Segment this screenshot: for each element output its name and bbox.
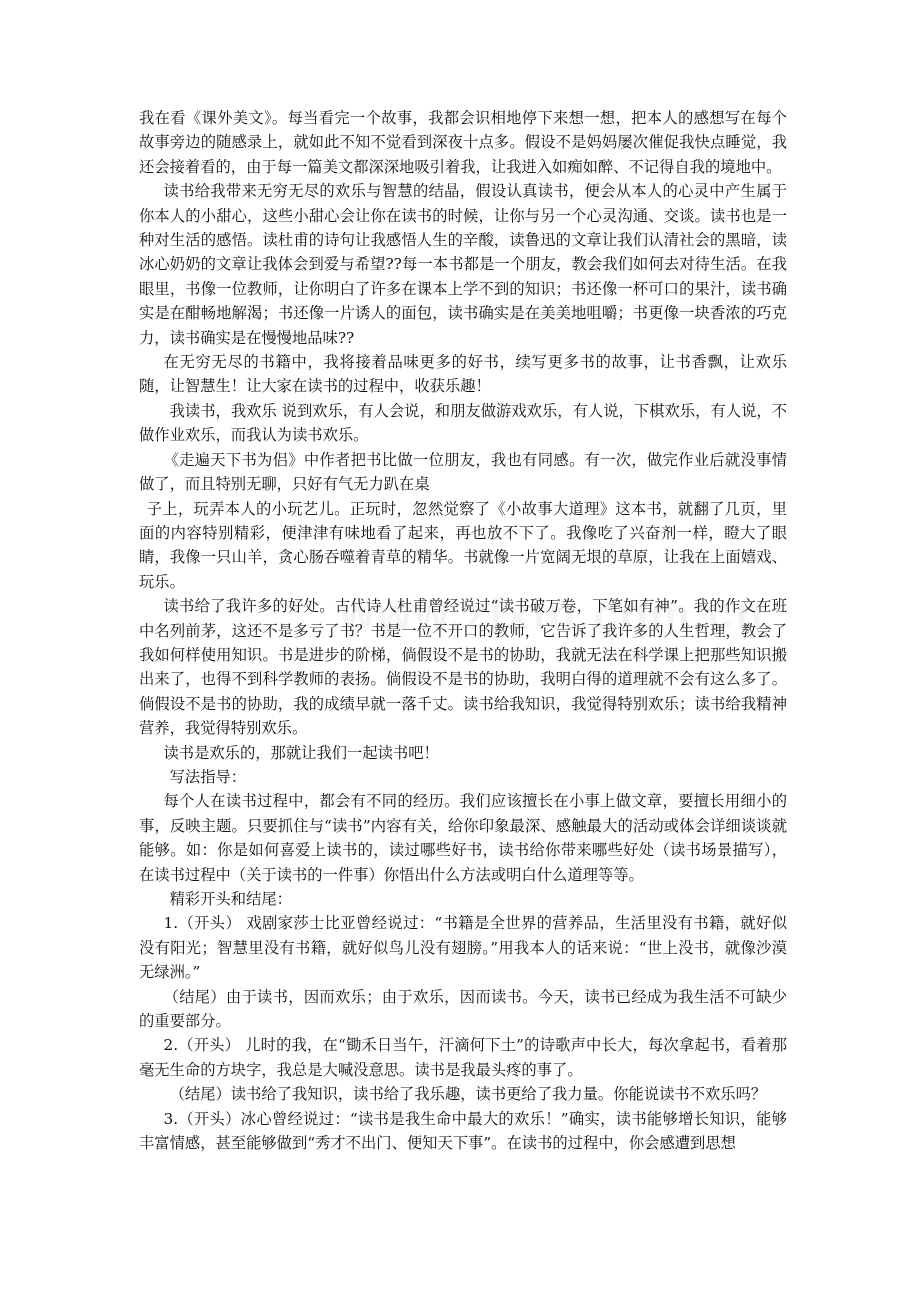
paragraph-endless-books: 在无穷无尽的书籍中，我将接着品味更多的好书，续写更多书的故事，让书香飘，让欢乐随，让智慧生！让大家在读书的过程中，收获乐趣！ xyxy=(139,353,787,396)
paragraph-writing-guidance: 每个人在读书过程中，都会有不同的经历。我们应该擅长在小事上做文章，要擅长用细小的事，反映主题。只要抓住与“读书”内容有关，给你印象最深、感触最大的活动或体会详细谈谈就能够。如：你是如何喜爱上读书的，读过哪些好书，读书给你带来哪些好处（读书场景描写），在读书过程中（关于读书的一件事）你悟出什么方法或明白什么道理等等。 xyxy=(139,792,787,884)
paragraph-reading-benefits: 读书给了我许多的好处。古代诗人杜甫曾经说过“读书破万卷，下笔如有神”。我的作文在班中名列前茅，这还不是多亏了书？书是一位不开口的教师，它告诉了我许多的人生哲理，教会了我如何样使用知识。书是进步的阶梯，倘假设不是书的协助，我就无法在科学课上把那些知识搬出来了，也得不到科学教师的表扬。倘假设不是书的协助，我明白得的道理就不会有这么多了。倘假设不是书的协助，我的成绩早就一落千丈。读书给我知识，我觉得特别欢乐；读书给我精神营养，我觉得特别欢乐。 xyxy=(139,597,787,738)
paragraph-playing-on-desk: 子上，玩弄本人的小玩艺儿。正玩时，忽然觉察了《小故事大道理》这本书，就翻了几页，里面的内容特别精彩，便津津有味地看了起来，再也放不下了。我像吃了兴奋剂一样，瞪大了眼睛，我像一只山羊，贪心肠吞噬着青草的精华。书就像一片宽阔无垠的草原，让我在上面嬉戏、玩乐。 xyxy=(139,499,787,591)
paragraph-opening-3: 3.（开头）冰心曾经说过：“读书是我生命中最大的欢乐！”确实，读书能够增长知识，能够丰富情感，甚至能够做到“秀才不出门、便知天下事”。在读书的过程中，你会感遭到思想 xyxy=(139,1109,787,1153)
paragraph-lets-read-together: 读书是欢乐的，那就让我们一起读书吧！ xyxy=(163,743,439,762)
paragraph-reading-beautiful-essays: 我在看《课外美文》。每当看完一个故事，我都会识相地停下来想一想，把本人的感想写在每个故事旁边的随感录上，就如此不知不觉看到深夜十点多。假设不是妈妈屡次催促我快点睡觉，我还会接着看的，由于每一篇美文都深深地吸引着我，让我进入如痴如醉、不记得自我的境地中。 xyxy=(139,109,787,176)
heading-writing-guidance: 写法指导： xyxy=(169,767,247,786)
paragraph-i-read-i-am-happy: 我读书，我欢乐 说到欢乐，有人会说，和朋友做游戏欢乐，有人说，下棋欢乐，有人说，不做作业欢乐，而我认为读书欢乐。 xyxy=(139,401,787,445)
paragraph-book-as-friend: 《走遍天下书为侣》中作者把书比做一位朋友，我也有同感。有一次，做完作业后就没事情做了，而且特别无聊，只好有气无力趴在桌 xyxy=(139,450,787,494)
paragraph-ending-1: （结尾）由于读书，因而欢乐；由于欢乐，因而读书。今天，读书已经成为我生活不可缺少的重要部分。 xyxy=(139,987,787,1031)
paragraph-reading-brings-joy: 读书给我带来无穷无尽的欢乐与智慧的结晶，假设认真读书，便会从本人的心灵中产生属于你本人的小甜心，这些小甜心会让你在读书的时候，让你与另一个心灵沟通、交谈。读书也是一种对生活的感悟。读杜甫的诗句让我感悟人生的辛酸，读鲁迅的文章让我们认清社会的黑暗，读冰心奶奶的文章让我体会到爱与希望??每一本书都是一个朋友，教会我们如何去对待生活。在我眼里，书像一位教师，让你明白了许多在课本上学不到的知识；书还像一杯可口的果汁，读书确实是在酣畅地解渴；书还像一片诱人的面包，读书确实是在美美地咀嚼；书更像一块香浓的巧克力，读书确实是在慢慢地品味?? xyxy=(139,182,787,347)
paragraph-opening-2: 2.（开头） 儿时的我，在“锄禾日当午，汗滴何下土”的诗歌声中长大，每次拿起书，看着那毫无生命的方块字，我总是大喊没意思。读书是我最头疼的事了。 xyxy=(139,1036,787,1079)
document-body xyxy=(139,106,787,1155)
paragraph-opening-1: 1.（开头） 戏剧家莎士比亚曾经说过：“书籍是全世界的营养品，生活里没有书籍，就好似没有阳光；智慧里没有书籍，就好似鸟儿没有翅膀。”用我本人的话来说：“世上没书，就像沙漠无绿洲。” xyxy=(139,914,787,982)
heading-openings-and-endings: 精彩开头和结尾： xyxy=(169,890,292,908)
paragraph-ending-2: （结尾）读书给了我知识，读书给了我乐趣，读书更给了我力量。你能说读书不欢乐吗？ xyxy=(169,1085,767,1104)
